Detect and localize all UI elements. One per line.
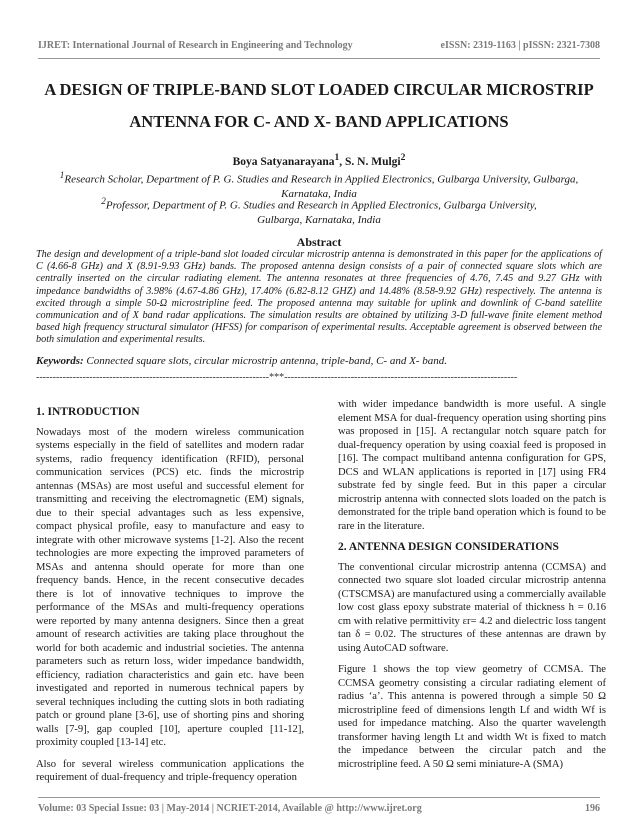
- affil-line: Karnataka, India: [281, 187, 357, 200]
- keywords-label: Keywords:: [36, 355, 84, 367]
- author-sup: 2: [400, 152, 406, 163]
- affil-line: Professor, Department of P. G. Studies and Research in Applied Electronics, Gulbarga University,: [105, 199, 537, 212]
- paragraph: Nowadays most of the modern wireless communication systems especially in the field of satellites and modern radar systems, radio frequency identification (RFID), personal communication services (PCS) etc. finds the microstrip antennas (MSAs) are most useful and successful element for transmitting and receiving the electromagnetic (EM) signals, due to their special advantages such as less expensive, compact physical profile, easy to manufacture and easy to integrate with other microwave systems [1-2]. Also the recent technologies are more expecting the improved parameters of MSAs and antenna should operate for more than one frequency bands. Hence, in the recent consecutive decades there is lot of innovative techniques to improve the performance of the MSAs and multi-frequency operations were reported by many antenna designers. Since then a great amount of research activities are taking place throughout the world for both academic and industrial societies. The antenna parameters such as return loss, wider impedance bandwidth, efficiency, radiation characteristics and gain etc. have been investigated and reported in numerous technical papers by several techniques including the cutting slots in both radiating patch or ground plane [3-6], use of shorting pins and shoring walls [7-9], gap coupled [10], aperture coupled [11-12], proximity coupled [13-14] etc.: [36, 426, 304, 748]
- paper-title-line1: A DESIGN OF TRIPLE-BAND SLOT LOADED CIRCULAR MICROSTRIP: [44, 80, 594, 99]
- abstract-heading: Abstract: [296, 235, 342, 249]
- header-rule: [38, 58, 600, 59]
- author-name: Boya Satyanarayana: [232, 155, 335, 168]
- left-column: [36, 400, 304, 793]
- section-heading-introduction: 1. INTRODUCTION: [36, 406, 140, 418]
- affil-sup: 2: [101, 196, 106, 206]
- paragraph: Also for several wireless communication applications the requirement of dual-frequency and triple-frequency operation: [36, 758, 304, 783]
- issn: eISSN: 2319-1163 | pISSN: 2321-7308: [440, 40, 600, 51]
- running-footer: [38, 803, 600, 814]
- journal-name: IJRET: International Journal of Research in Engineering and Technology: [38, 40, 353, 51]
- affil-line: Gulbarga, Karnataka, India: [257, 213, 381, 226]
- affiliation-2: [50, 194, 588, 227]
- author-sup: 1: [334, 152, 340, 163]
- paragraph: Figure 1 shows the top view geometry of CCMSA. The CCMSA geometry consisting a circular radiating element of radius ‘a’. This antenna is powered through a simple 50 Ω microstripline feed of dimensions length Lf and width Wf is used for impedance matching. Also the quarter wavelength transformer having length Lt and width Wt is fixed to match the impedance between the circular patch and the microstripline feed. A 50 Ω semi miniature-A (SMA): [338, 664, 606, 770]
- section-separator: ----------------------------------------------------------------------***----------------------------------------------------------------------: [36, 372, 518, 383]
- abstract-text: The design and development of a triple-band slot loaded circular microstrip antenna is demonstrated in this paper for the applications of C (4.66-8 GHz) and X (8.91-9.93 GHz) bands. The proposed antenna design consists of a pair of connected square slots which are centrally inserted on the circular radiating element. The antenna resonates at three frequencies of 4.76, 7.45 and 9.27 GHz with impedance bandwidths of 3.98% (4.67-4.86 GHz), 17.40% (6.82-8.12 GHZ) and 14.48% (8.58-9.92 GHz) respectively. The antenna is excited through a simple 50-Ω microstripline feed. The proposed antenna may suitable for uplink and downlink of C-band satellite communication and of X band radar applications. The simulation results are obtained by utilizing 3-D full-wave finite element method based high frequency structural simulator (HFSS) for comparison of experimental results. Acceptable agreement is observed between the both simulation and experimental results.: [36, 249, 602, 346]
- footer-rule: [38, 797, 600, 798]
- keywords-text: Connected square slots, circular microstrip antenna, triple-band, C- and X- band.: [83, 355, 447, 367]
- affil-sup: 1: [59, 170, 65, 180]
- section-heading-design: 2. ANTENNA DESIGN CONSIDERATIONS: [338, 541, 559, 553]
- right-column: [338, 398, 606, 779]
- author-sep: ,: [339, 155, 346, 168]
- paragraph: with wider impedance bandwidth is more useful. A single element MSA for dual-frequency operation using shorting pins was proposed in [15]. A rectangular notch square patch for dual-frequency operation by using coaxial feed is proposed in [16]. The compact multiband antenna configuration for GPS, DCS and WLAN applications is reported in [17] using FR4 substrate fed by single feed. But in this paper a circular microstrip antenna with connected slots loaded on the patch is demonstrated for the triple band operation which is found to be rare in the literature.: [338, 399, 606, 532]
- author-name: S. N. Mulgi: [345, 155, 401, 168]
- affil-line: Research Scholar, Department of P. G. Studies and Research in Applied Electronics, Gulbarga University, Gulbarga,: [64, 173, 579, 186]
- keywords: [36, 355, 602, 367]
- paper-title-line2: ANTENNA FOR C- AND X- BAND APPLICATIONS: [129, 112, 509, 131]
- volume-info: Volume: 03 Special Issue: 03 | May-2014 | NCRIET-2014, Available @ http://www.ijret.org: [38, 803, 422, 814]
- paragraph: The conventional circular microstrip antenna (CCMSA) and connected two square slot loaded circular microstrip antenna (CTSCMSA) are manufactured using a commercially available low cost glass epoxy substrate material of thickness h = 0.16 cm with relative permittivity εr= 4.2 and dielectric loss tangent tan δ = 0.02. The structures of these antennas are drawn by using AutoCAD software.: [338, 561, 606, 654]
- page-number: 196: [585, 803, 600, 814]
- running-header: [38, 40, 600, 51]
- author-list: [0, 152, 638, 168]
